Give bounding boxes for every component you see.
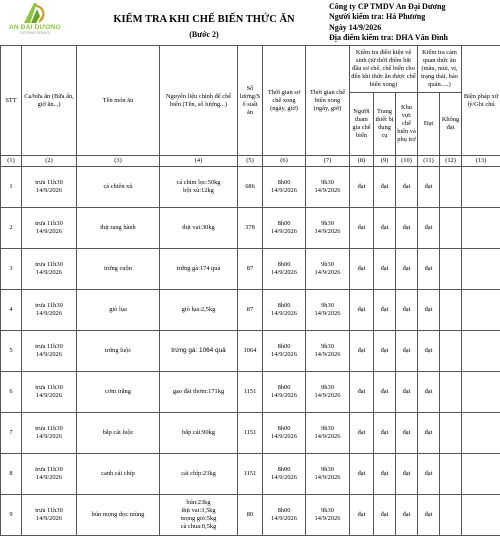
cell-shift-line: 14/9/2026 [23, 351, 75, 359]
cell-sensory-ok: đạt [418, 249, 440, 290]
cell-stt: 4 [1, 290, 22, 331]
header-ingredients: Nguyên liệu chính để chế biến (Tên, số lượng...) [160, 46, 238, 156]
cell-hygiene-person: đạt [350, 249, 374, 290]
cell-stt: 3 [1, 249, 22, 290]
cell-prep-time-line: 14/9/2026 [264, 433, 304, 441]
cell-dish: trứng luộc [77, 331, 160, 372]
cell-portions: 80 [238, 495, 263, 536]
column-number: (10) [396, 156, 418, 167]
column-number: (11) [418, 156, 440, 167]
cell-stt: 7 [1, 413, 22, 454]
cell-hygiene-area: đạt [396, 372, 418, 413]
cell-shift [22, 454, 77, 495]
cell-shift-line: 14/9/2026 [23, 515, 75, 523]
column-number: (3) [77, 156, 160, 167]
cell-ingredients [160, 454, 238, 495]
header-sensory-ok: Đạt [418, 93, 440, 156]
cell-portions: 378 [238, 208, 263, 249]
cell-note [462, 413, 500, 454]
table-row [1, 495, 500, 536]
table-row [1, 331, 500, 372]
cell-portions: 1151 [238, 372, 263, 413]
cell-note [462, 167, 500, 208]
column-number: (13) [462, 156, 500, 167]
cell-shift-line: trưa 11h30 [23, 261, 75, 269]
cell-dish: bún mọng dọc mùng [77, 495, 160, 536]
cell-sensory-fail [440, 208, 462, 249]
cell-ingredients-line: thịt vai:30kg [161, 224, 236, 232]
cell-sensory-ok: đạt [418, 372, 440, 413]
logo-slogan-text: CATERING SERVICE [4, 31, 66, 35]
column-number: (4) [160, 156, 238, 167]
cell-cook-time-line: 14/9/2026 [307, 392, 348, 400]
cell-shift [22, 413, 77, 454]
header-dish: Tên món ăn [77, 46, 160, 156]
cell-shift [22, 208, 77, 249]
cell-hygiene-equipment: đạt [374, 454, 396, 495]
inspection-location: Địa điểm kiểm tra: DHA Vân Đình [329, 33, 499, 43]
header-sensory-group: Kiểm tra cảm quan thức ăn (màu, mùi, vị, trạng thái, bảo quản.....) [418, 46, 462, 93]
cell-cook-time [306, 331, 350, 372]
cell-prep-time-line: 8h00 [264, 466, 304, 474]
cell-shift-line: 14/9/2026 [23, 474, 75, 482]
cell-hygiene-person: đạt [350, 372, 374, 413]
cell-shift [22, 331, 77, 372]
header-note: Biện pháp xử lý/Ghi chú [462, 46, 500, 156]
cell-stt: 6 [1, 372, 22, 413]
cell-hygiene-equipment: đạt [374, 208, 396, 249]
cell-prep-time-line: 8h00 [264, 179, 304, 187]
page-subtitle: (Bước 2) [104, 30, 304, 39]
cell-portions: 1151 [238, 413, 263, 454]
inspection-date: Ngày 14/9/2026 [329, 23, 499, 33]
cell-shift [22, 290, 77, 331]
header-hygiene-group: Kiểm tra điều kiện vệ sinh (từ thời điểm bắt đầu sơ chế, chế biến cho đến khi thức ăn được chế biến xong) [350, 46, 418, 93]
cell-sensory-ok: đạt [418, 495, 440, 536]
cell-cook-time-line: 14/9/2026 [307, 433, 348, 441]
cell-cook-time-line: 9h30 [307, 466, 348, 474]
cell-sensory-ok: đạt [418, 331, 440, 372]
cell-dish: cơm trắng [77, 372, 160, 413]
cell-cook-time [306, 290, 350, 331]
cell-dish: canh cải chíp [77, 454, 160, 495]
header-cook-done: Thời gian chế biến xong (ngày, giờ) [306, 46, 350, 156]
cell-shift [22, 495, 77, 536]
cell-ingredients [160, 167, 238, 208]
cell-prep-time [263, 167, 306, 208]
cell-shift-line: trưa 11h30 [23, 384, 75, 392]
cell-ingredients [160, 331, 238, 372]
cell-hygiene-area: đạt [396, 249, 418, 290]
cell-cook-time [306, 249, 350, 290]
cell-ingredients-line: cá chim lọc:50kg [161, 179, 236, 187]
cell-prep-time [263, 249, 306, 290]
header-prep-done: Thời gian sơ chế xong (ngày, giờ) [263, 46, 306, 156]
cell-prep-time [263, 290, 306, 331]
column-number: (2) [22, 156, 77, 167]
cell-hygiene-equipment: đạt [374, 331, 396, 372]
cell-hygiene-person: đạt [350, 167, 374, 208]
cell-sensory-fail [440, 454, 462, 495]
cell-ingredients-line: cà chua:0,5kg [161, 523, 236, 531]
cell-prep-time-line: 8h00 [264, 261, 304, 269]
table-row [1, 454, 500, 495]
cell-cook-time-line: 14/9/2026 [307, 351, 348, 359]
cell-hygiene-area: đạt [396, 331, 418, 372]
cell-prep-time [263, 331, 306, 372]
cell-hygiene-area: đạt [396, 208, 418, 249]
cell-dish: cá chiên xù [77, 167, 160, 208]
header-portions: Số lượng/S ố suất ăn [238, 46, 263, 156]
cell-shift-line: trưa 11h30 [23, 343, 75, 351]
cell-hygiene-equipment: đạt [374, 249, 396, 290]
cell-hygiene-person: đạt [350, 454, 374, 495]
column-number: (5) [238, 156, 263, 167]
logo-emblem-icon [22, 2, 48, 24]
cell-hygiene-person: đạt [350, 331, 374, 372]
cell-note [462, 331, 500, 372]
cell-cook-time-line: 14/9/2026 [307, 310, 348, 318]
cell-shift-line: 14/9/2026 [23, 310, 75, 318]
cell-portions: 87 [238, 249, 263, 290]
cell-ingredients-line: thịt vai:3,5kg [161, 507, 236, 515]
cell-hygiene-equipment: đạt [374, 372, 396, 413]
inspection-table [0, 45, 500, 536]
cell-cook-time-line: 9h30 [307, 261, 348, 269]
cell-sensory-fail [440, 495, 462, 536]
cell-sensory-ok: đạt [418, 208, 440, 249]
cell-prep-time [263, 454, 306, 495]
cell-note [462, 208, 500, 249]
cell-sensory-ok: đạt [418, 413, 440, 454]
cell-hygiene-person: đạt [350, 290, 374, 331]
cell-prep-time-line: 8h00 [264, 302, 304, 310]
cell-ingredients [160, 495, 238, 536]
cell-shift [22, 167, 77, 208]
cell-ingredients [160, 413, 238, 454]
cell-cook-time-line: 9h30 [307, 384, 348, 392]
cell-prep-time-line: 14/9/2026 [264, 474, 304, 482]
cell-hygiene-person: đạt [350, 208, 374, 249]
header-hygiene-equipment: Trang thiết bị dụng cụ [374, 93, 396, 156]
column-number: (12) [440, 156, 462, 167]
cell-stt: 1 [1, 167, 22, 208]
cell-shift-line: trưa 11h30 [23, 507, 75, 515]
cell-cook-time-line: 9h30 [307, 507, 348, 515]
cell-note [462, 249, 500, 290]
cell-hygiene-area: đạt [396, 167, 418, 208]
cell-sensory-fail [440, 413, 462, 454]
cell-shift [22, 372, 77, 413]
header-sensory-fail: Không đạt [440, 93, 462, 156]
cell-dish: giò lụa [77, 290, 160, 331]
column-number: (6) [263, 156, 306, 167]
header-hygiene-person: Người tham gia chế biến [350, 93, 374, 156]
cell-sensory-fail [440, 331, 462, 372]
cell-prep-time-line: 8h00 [264, 507, 304, 515]
cell-portions: 87 [238, 290, 263, 331]
cell-stt: 9 [1, 495, 22, 536]
cell-ingredients-line: gạo đài thơm:171kg [161, 388, 236, 396]
cell-prep-time-line: 8h00 [264, 425, 304, 433]
cell-hygiene-person: đạt [350, 413, 374, 454]
header-hygiene-area: Khu vực chế biến và phụ trợ [396, 93, 418, 156]
table-row [1, 167, 500, 208]
cell-shift-line: trưa 11h30 [23, 466, 75, 474]
cell-prep-time-line: 14/9/2026 [264, 187, 304, 195]
column-number: (1) [1, 156, 22, 167]
cell-shift-line: trưa 11h30 [23, 425, 75, 433]
cell-prep-time-line: 8h00 [264, 343, 304, 351]
inspector-name: Người kiểm tra: Hà Phương [329, 12, 499, 22]
cell-cook-time [306, 372, 350, 413]
cell-shift-line: 14/9/2026 [23, 392, 75, 400]
cell-ingredients-line: trứng gà: 1064 quả [161, 347, 236, 355]
cell-cook-time [306, 208, 350, 249]
cell-sensory-fail [440, 167, 462, 208]
cell-sensory-ok: đạt [418, 454, 440, 495]
cell-shift-line: 14/9/2026 [23, 187, 75, 195]
cell-prep-time-line: 8h00 [264, 220, 304, 228]
cell-ingredients-line: trứng gà:174 quả [161, 265, 236, 273]
cell-shift-line: 14/9/2026 [23, 228, 75, 236]
cell-hygiene-equipment: đạt [374, 290, 396, 331]
cell-prep-time-line: 14/9/2026 [264, 228, 304, 236]
cell-stt: 8 [1, 454, 22, 495]
cell-prep-time-line: 14/9/2026 [264, 351, 304, 359]
column-number: (7) [306, 156, 350, 167]
cell-hygiene-person: đạt [350, 495, 374, 536]
cell-cook-time-line: 14/9/2026 [307, 474, 348, 482]
header-shift: Ca/bữa ăn (Bữa ăn, giờ ăn...) [22, 46, 77, 156]
table-row [1, 372, 500, 413]
cell-portions: 1064 [238, 331, 263, 372]
cell-ingredients-line: bún:23kg [161, 499, 236, 507]
cell-prep-time [263, 208, 306, 249]
cell-ingredients [160, 249, 238, 290]
cell-dish: bắp cải luộc [77, 413, 160, 454]
company-name: Công ty CP TMDV An Đại Dương [329, 2, 499, 12]
cell-ingredients-line: giò lụa:2,5kg [161, 306, 236, 314]
cell-hygiene-area: đạt [396, 495, 418, 536]
cell-cook-time-line: 9h30 [307, 179, 348, 187]
cell-shift-line: 14/9/2026 [23, 269, 75, 277]
cell-note [462, 290, 500, 331]
cell-ingredients-line: bột xù:12kg [161, 187, 236, 195]
table-row [1, 208, 500, 249]
cell-note [462, 454, 500, 495]
cell-shift [22, 249, 77, 290]
cell-hygiene-area: đạt [396, 454, 418, 495]
cell-sensory-ok: đạt [418, 167, 440, 208]
cell-portions: 686 [238, 167, 263, 208]
cell-cook-time-line: 9h30 [307, 425, 348, 433]
cell-sensory-fail [440, 249, 462, 290]
cell-cook-time [306, 495, 350, 536]
cell-dish: trứng cuộn [77, 249, 160, 290]
cell-ingredients-line: mọng giò:5kg [161, 515, 236, 523]
cell-cook-time-line: 14/9/2026 [307, 228, 348, 236]
cell-ingredients [160, 290, 238, 331]
cell-prep-time [263, 413, 306, 454]
cell-prep-time-line: 14/9/2026 [264, 310, 304, 318]
cell-ingredients [160, 372, 238, 413]
cell-prep-time [263, 495, 306, 536]
table-row [1, 249, 500, 290]
cell-cook-time-line: 14/9/2026 [307, 269, 348, 277]
cell-ingredients-line: bắp cải:90kg [161, 429, 236, 437]
cell-shift-line: 14/9/2026 [23, 433, 75, 441]
table-header [1, 46, 500, 167]
page-title: KIỂM TRA KHI CHẾ BIẾN THỨC ĂN [104, 14, 304, 25]
cell-hygiene-equipment: đạt [374, 413, 396, 454]
cell-cook-time-line: 9h30 [307, 220, 348, 228]
table-body [1, 167, 500, 536]
cell-cook-time [306, 413, 350, 454]
cell-ingredients-line: cải chíp:23kg [161, 470, 236, 478]
company-logo [4, 2, 66, 36]
cell-cook-time [306, 454, 350, 495]
cell-portions: 1151 [238, 454, 263, 495]
cell-prep-time-line: 14/9/2026 [264, 269, 304, 277]
cell-hygiene-area: đạt [396, 290, 418, 331]
cell-sensory-fail [440, 290, 462, 331]
cell-shift-line: trưa 11h30 [23, 179, 75, 187]
column-number: (9) [374, 156, 396, 167]
cell-hygiene-equipment: đạt [374, 495, 396, 536]
cell-prep-time-line: 14/9/2026 [264, 515, 304, 523]
cell-shift-line: trưa 11h30 [23, 220, 75, 228]
cell-prep-time-line: 14/9/2026 [264, 392, 304, 400]
cell-note [462, 495, 500, 536]
cell-cook-time-line: 14/9/2026 [307, 187, 348, 195]
cell-note [462, 372, 500, 413]
cell-stt: 2 [1, 208, 22, 249]
header-stt: STT [1, 46, 22, 156]
cell-ingredients [160, 208, 238, 249]
column-number: (8) [350, 156, 374, 167]
cell-cook-time-line: 9h30 [307, 343, 348, 351]
cell-cook-time [306, 167, 350, 208]
cell-prep-time-line: 8h00 [264, 384, 304, 392]
cell-dish: thịt rang hành [77, 208, 160, 249]
table-row [1, 290, 500, 331]
cell-stt: 5 [1, 331, 22, 372]
cell-hygiene-area: đạt [396, 413, 418, 454]
cell-hygiene-equipment: đạt [374, 167, 396, 208]
column-number-row [1, 156, 500, 167]
cell-cook-time-line: 14/9/2026 [307, 515, 348, 523]
inspection-info [329, 2, 499, 43]
table-row [1, 413, 500, 454]
cell-shift-line: trưa 11h30 [23, 302, 75, 310]
cell-cook-time-line: 9h30 [307, 302, 348, 310]
cell-prep-time [263, 372, 306, 413]
logo-brand-text: AN ĐẠI DƯƠNG [4, 24, 66, 31]
cell-sensory-ok: đạt [418, 290, 440, 331]
cell-sensory-fail [440, 372, 462, 413]
